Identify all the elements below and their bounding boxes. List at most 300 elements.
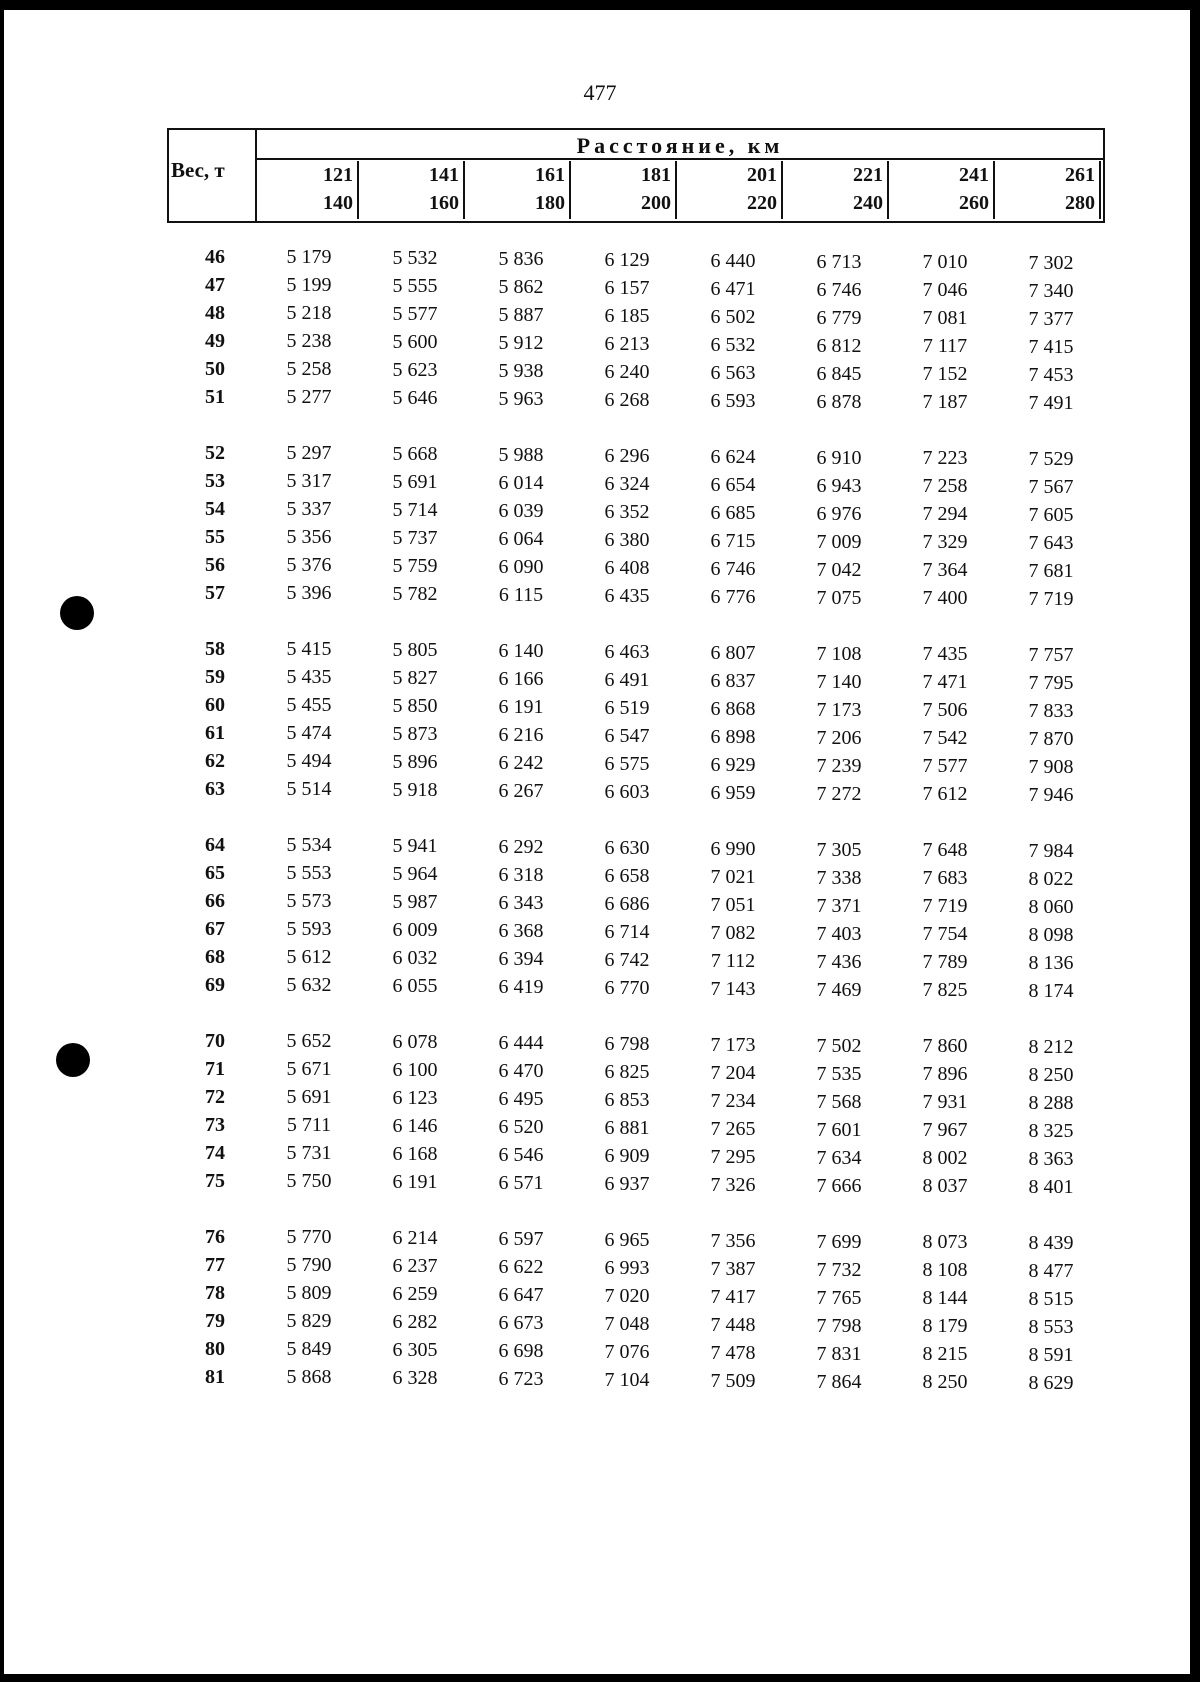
value-cell: 7 117 bbox=[922, 335, 968, 357]
value-cell: 6 032 bbox=[392, 947, 438, 969]
value-cell: 6 868 bbox=[710, 698, 756, 720]
value-cell: 7 448 bbox=[710, 1314, 756, 1336]
value-cell: 6 491 bbox=[604, 669, 650, 691]
value-cell: 7 870 bbox=[1028, 728, 1074, 750]
value-cell: 5 827 bbox=[392, 667, 438, 689]
header-rule bbox=[167, 128, 169, 223]
value-cell: 7 765 bbox=[816, 1287, 862, 1309]
value-cell: 7 946 bbox=[1028, 784, 1074, 806]
weight-cell: 81 bbox=[205, 1366, 225, 1388]
weight-cell: 56 bbox=[205, 554, 225, 576]
value-cell: 7 020 bbox=[604, 1285, 650, 1307]
weight-cell: 51 bbox=[205, 386, 225, 408]
value-cell: 5 987 bbox=[392, 891, 438, 913]
value-cell: 5 770 bbox=[286, 1226, 332, 1248]
value-cell: 8 288 bbox=[1028, 1092, 1074, 1114]
value-cell: 7 601 bbox=[816, 1119, 862, 1141]
value-cell: 7 364 bbox=[922, 559, 968, 581]
value-cell: 5 573 bbox=[286, 890, 332, 912]
value-cell: 5 731 bbox=[286, 1142, 332, 1164]
value-cell: 6 532 bbox=[710, 334, 756, 356]
value-cell: 5 474 bbox=[286, 722, 332, 744]
weight-cell: 65 bbox=[205, 862, 225, 884]
value-cell: 7 908 bbox=[1028, 756, 1074, 778]
value-cell: 7 082 bbox=[710, 922, 756, 944]
value-cell: 7 491 bbox=[1028, 392, 1074, 414]
value-cell: 6 259 bbox=[392, 1283, 438, 1305]
value-cell: 6 471 bbox=[710, 278, 756, 300]
value-cell: 6 723 bbox=[498, 1368, 544, 1390]
value-cell: 7 415 bbox=[1028, 336, 1074, 358]
value-cell: 8 515 bbox=[1028, 1288, 1074, 1310]
value-cell: 7 754 bbox=[922, 923, 968, 945]
value-cell: 6 502 bbox=[710, 306, 756, 328]
value-cell: 6 440 bbox=[710, 250, 756, 272]
weight-cell: 52 bbox=[205, 442, 225, 464]
value-cell: 6 408 bbox=[604, 557, 650, 579]
value-cell: 6 100 bbox=[392, 1059, 438, 1081]
value-cell: 6 240 bbox=[604, 361, 650, 383]
value-cell: 5 941 bbox=[392, 835, 438, 857]
value-cell: 8 179 bbox=[922, 1315, 968, 1337]
value-cell: 7 436 bbox=[816, 951, 862, 973]
distance-range-header bbox=[789, 161, 889, 221]
range-divider bbox=[887, 161, 889, 219]
value-cell: 7 187 bbox=[922, 391, 968, 413]
value-cell: 5 964 bbox=[392, 863, 438, 885]
value-cell: 5 790 bbox=[286, 1254, 332, 1276]
table-row bbox=[167, 1170, 1105, 1198]
value-cell: 5 873 bbox=[392, 723, 438, 745]
weight-cell: 69 bbox=[205, 974, 225, 996]
value-cell: 7 719 bbox=[922, 895, 968, 917]
value-cell: 7 471 bbox=[922, 671, 968, 693]
value-cell: 6 352 bbox=[604, 501, 650, 523]
value-cell: 8 215 bbox=[922, 1343, 968, 1365]
weight-cell: 78 bbox=[205, 1282, 225, 1304]
table-row bbox=[167, 386, 1105, 414]
value-cell: 6 318 bbox=[498, 864, 544, 886]
value-cell: 5 494 bbox=[286, 750, 332, 772]
value-cell: 7 605 bbox=[1028, 504, 1074, 526]
value-cell: 6 597 bbox=[498, 1228, 544, 1250]
value-cell: 7 377 bbox=[1028, 308, 1074, 330]
value-cell: 6 647 bbox=[498, 1284, 544, 1306]
value-cell: 7 223 bbox=[922, 447, 968, 469]
range-from: 141 bbox=[429, 164, 459, 186]
table-row bbox=[167, 890, 1105, 918]
table-row bbox=[167, 554, 1105, 582]
weight-cell: 55 bbox=[205, 526, 225, 548]
value-cell: 7 634 bbox=[816, 1147, 862, 1169]
weight-cell: 67 bbox=[205, 918, 225, 940]
value-cell: 5 577 bbox=[392, 303, 438, 325]
value-cell: 5 317 bbox=[286, 470, 332, 492]
value-cell: 7 931 bbox=[922, 1091, 968, 1113]
value-cell: 7 535 bbox=[816, 1063, 862, 1085]
table-row bbox=[167, 666, 1105, 694]
value-cell: 6 216 bbox=[498, 724, 544, 746]
table-row bbox=[167, 694, 1105, 722]
value-cell: 7 825 bbox=[922, 979, 968, 1001]
value-cell: 5 737 bbox=[392, 527, 438, 549]
weight-cell: 47 bbox=[205, 274, 225, 296]
value-cell: 5 623 bbox=[392, 359, 438, 381]
value-cell: 7 509 bbox=[710, 1370, 756, 1392]
value-cell: 7 173 bbox=[710, 1034, 756, 1056]
weight-cell: 72 bbox=[205, 1086, 225, 1108]
range-divider bbox=[1099, 161, 1101, 219]
punch-hole bbox=[60, 596, 94, 630]
value-cell: 7 305 bbox=[816, 839, 862, 861]
table-header bbox=[167, 128, 1105, 223]
range-divider bbox=[569, 161, 571, 219]
value-cell: 7 984 bbox=[1028, 840, 1074, 862]
value-cell: 6 770 bbox=[604, 977, 650, 999]
value-cell: 6 658 bbox=[604, 865, 650, 887]
value-cell: 6 593 bbox=[710, 390, 756, 412]
value-cell: 6 123 bbox=[392, 1087, 438, 1109]
value-cell: 5 415 bbox=[286, 638, 332, 660]
value-cell: 7 789 bbox=[922, 951, 968, 973]
value-cell: 5 988 bbox=[498, 444, 544, 466]
value-cell: 7 371 bbox=[816, 895, 862, 917]
table-row bbox=[167, 582, 1105, 610]
range-to: 260 bbox=[959, 192, 989, 214]
value-cell: 5 356 bbox=[286, 526, 332, 548]
weight-cell: 50 bbox=[205, 358, 225, 380]
value-cell: 5 750 bbox=[286, 1170, 332, 1192]
value-cell: 7 152 bbox=[922, 363, 968, 385]
range-to: 160 bbox=[429, 192, 459, 214]
value-cell: 8 629 bbox=[1028, 1372, 1074, 1394]
value-cell: 6 546 bbox=[498, 1144, 544, 1166]
value-cell: 7 833 bbox=[1028, 700, 1074, 722]
value-cell: 6 624 bbox=[710, 446, 756, 468]
range-from: 221 bbox=[853, 164, 883, 186]
value-cell: 5 238 bbox=[286, 330, 332, 352]
value-cell: 7 265 bbox=[710, 1118, 756, 1140]
header-rule bbox=[167, 128, 1105, 130]
value-cell: 6 394 bbox=[498, 948, 544, 970]
table-row bbox=[167, 1114, 1105, 1142]
value-cell: 5 612 bbox=[286, 946, 332, 968]
value-cell: 5 376 bbox=[286, 554, 332, 576]
value-cell: 5 258 bbox=[286, 358, 332, 380]
value-cell: 6 495 bbox=[498, 1088, 544, 1110]
value-cell: 6 603 bbox=[604, 781, 650, 803]
range-to: 180 bbox=[535, 192, 565, 214]
value-cell: 7 757 bbox=[1028, 644, 1074, 666]
value-cell: 5 600 bbox=[392, 331, 438, 353]
value-cell: 6 168 bbox=[392, 1143, 438, 1165]
value-cell: 7 108 bbox=[816, 643, 862, 665]
value-cell: 6 343 bbox=[498, 892, 544, 914]
value-cell: 5 862 bbox=[498, 276, 544, 298]
value-cell: 6 779 bbox=[816, 307, 862, 329]
value-cell: 6 563 bbox=[710, 362, 756, 384]
value-cell: 7 112 bbox=[710, 950, 756, 972]
weight-cell: 68 bbox=[205, 946, 225, 968]
value-cell: 5 593 bbox=[286, 918, 332, 940]
value-cell: 8 477 bbox=[1028, 1260, 1074, 1282]
value-cell: 5 836 bbox=[498, 248, 544, 270]
value-cell: 5 963 bbox=[498, 388, 544, 410]
value-cell: 7 234 bbox=[710, 1090, 756, 1112]
value-cell: 7 051 bbox=[710, 894, 756, 916]
value-cell: 6 878 bbox=[816, 391, 862, 413]
value-cell: 7 173 bbox=[816, 699, 862, 721]
range-from: 161 bbox=[535, 164, 565, 186]
value-cell: 6 547 bbox=[604, 725, 650, 747]
distance-range-header bbox=[683, 161, 783, 221]
value-cell: 7 400 bbox=[922, 587, 968, 609]
value-cell: 5 849 bbox=[286, 1338, 332, 1360]
value-cell: 7 204 bbox=[710, 1062, 756, 1084]
table-row bbox=[167, 1086, 1105, 1114]
value-cell: 7 338 bbox=[816, 867, 862, 889]
value-cell: 6 267 bbox=[498, 780, 544, 802]
value-cell: 6 746 bbox=[816, 279, 862, 301]
value-cell: 7 387 bbox=[710, 1258, 756, 1280]
value-cell: 6 368 bbox=[498, 920, 544, 942]
weight-cell: 66 bbox=[205, 890, 225, 912]
value-cell: 8 144 bbox=[922, 1287, 968, 1309]
value-cell: 6 993 bbox=[604, 1257, 650, 1279]
value-cell: 5 455 bbox=[286, 694, 332, 716]
value-cell: 7 648 bbox=[922, 839, 968, 861]
table-row bbox=[167, 638, 1105, 666]
value-cell: 7 403 bbox=[816, 923, 862, 945]
value-cell: 5 555 bbox=[392, 275, 438, 297]
value-cell: 5 759 bbox=[392, 555, 438, 577]
value-cell: 6 685 bbox=[710, 502, 756, 524]
value-cell: 6 064 bbox=[498, 528, 544, 550]
value-cell: 7 732 bbox=[816, 1259, 862, 1281]
value-cell: 5 938 bbox=[498, 360, 544, 382]
range-divider bbox=[463, 161, 465, 219]
distance-range-header bbox=[1001, 161, 1101, 221]
range-to: 220 bbox=[747, 192, 777, 214]
value-cell: 8 250 bbox=[922, 1371, 968, 1393]
value-cell: 7 643 bbox=[1028, 532, 1074, 554]
value-cell: 6 622 bbox=[498, 1256, 544, 1278]
value-cell: 7 272 bbox=[816, 783, 862, 805]
distance-range-header bbox=[471, 161, 571, 221]
punch-hole bbox=[56, 1043, 90, 1077]
value-cell: 8 401 bbox=[1028, 1176, 1074, 1198]
weight-cell: 77 bbox=[205, 1254, 225, 1276]
value-cell: 5 646 bbox=[392, 387, 438, 409]
table-row bbox=[167, 974, 1105, 1002]
value-cell: 6 943 bbox=[816, 475, 862, 497]
value-cell: 5 179 bbox=[286, 246, 332, 268]
value-cell: 7 896 bbox=[922, 1063, 968, 1085]
value-cell: 8 250 bbox=[1028, 1064, 1074, 1086]
value-cell: 6 853 bbox=[604, 1089, 650, 1111]
value-cell: 8 325 bbox=[1028, 1120, 1074, 1142]
range-divider bbox=[357, 161, 359, 219]
table-row bbox=[167, 274, 1105, 302]
value-cell: 6 282 bbox=[392, 1311, 438, 1333]
value-cell: 7 798 bbox=[816, 1315, 862, 1337]
range-to: 280 bbox=[1065, 192, 1095, 214]
weight-cell: 60 bbox=[205, 694, 225, 716]
value-cell: 6 807 bbox=[710, 642, 756, 664]
value-cell: 7 529 bbox=[1028, 448, 1074, 470]
table-row bbox=[167, 1254, 1105, 1282]
value-cell: 7 081 bbox=[922, 307, 968, 329]
weight-cell: 75 bbox=[205, 1170, 225, 1192]
distance-range-header bbox=[365, 161, 465, 221]
range-divider bbox=[781, 161, 783, 219]
value-cell: 7 140 bbox=[816, 671, 862, 693]
weight-cell: 64 bbox=[205, 834, 225, 856]
value-cell: 5 652 bbox=[286, 1030, 332, 1052]
value-cell: 7 010 bbox=[922, 251, 968, 273]
value-cell: 7 294 bbox=[922, 503, 968, 525]
table-row bbox=[167, 302, 1105, 330]
value-cell: 6 845 bbox=[816, 363, 862, 385]
table-row bbox=[167, 470, 1105, 498]
value-cell: 5 868 bbox=[286, 1366, 332, 1388]
value-cell: 8 108 bbox=[922, 1259, 968, 1281]
value-cell: 5 337 bbox=[286, 498, 332, 520]
value-cell: 6 798 bbox=[604, 1033, 650, 1055]
scan-border-right bbox=[1190, 0, 1200, 1682]
value-cell: 5 534 bbox=[286, 834, 332, 856]
value-cell: 6 630 bbox=[604, 837, 650, 859]
value-cell: 8 073 bbox=[922, 1231, 968, 1253]
value-cell: 5 809 bbox=[286, 1282, 332, 1304]
value-cell: 5 912 bbox=[498, 332, 544, 354]
value-cell: 7 719 bbox=[1028, 588, 1074, 610]
value-cell: 6 115 bbox=[498, 584, 544, 606]
value-cell: 5 553 bbox=[286, 862, 332, 884]
value-cell: 7 104 bbox=[604, 1369, 650, 1391]
value-cell: 6 686 bbox=[604, 893, 650, 915]
value-cell: 8 136 bbox=[1028, 952, 1074, 974]
value-cell: 7 612 bbox=[922, 783, 968, 805]
value-cell: 7 302 bbox=[1028, 252, 1074, 274]
weight-cell: 58 bbox=[205, 638, 225, 660]
value-cell: 6 742 bbox=[604, 949, 650, 971]
value-cell: 6 237 bbox=[392, 1255, 438, 1277]
scan-border-left bbox=[0, 0, 4, 1682]
value-cell: 7 075 bbox=[816, 587, 862, 609]
value-cell: 8 591 bbox=[1028, 1344, 1074, 1366]
weight-cell: 70 bbox=[205, 1030, 225, 1052]
range-to: 240 bbox=[853, 192, 883, 214]
value-cell: 6 146 bbox=[392, 1115, 438, 1137]
value-cell: 5 514 bbox=[286, 778, 332, 800]
table-row bbox=[167, 330, 1105, 358]
value-cell: 5 691 bbox=[286, 1086, 332, 1108]
value-cell: 7 795 bbox=[1028, 672, 1074, 694]
table-row bbox=[167, 498, 1105, 526]
value-cell: 6 213 bbox=[604, 333, 650, 355]
table-row bbox=[167, 1226, 1105, 1254]
table-row bbox=[167, 834, 1105, 862]
value-cell: 6 698 bbox=[498, 1340, 544, 1362]
weight-cell: 53 bbox=[205, 470, 225, 492]
value-cell: 7 577 bbox=[922, 755, 968, 777]
value-cell: 7 329 bbox=[922, 531, 968, 553]
value-cell: 7 417 bbox=[710, 1286, 756, 1308]
value-cell: 6 965 bbox=[604, 1229, 650, 1251]
weight-cell: 46 bbox=[205, 246, 225, 268]
value-cell: 8 363 bbox=[1028, 1148, 1074, 1170]
value-cell: 6 825 bbox=[604, 1061, 650, 1083]
value-cell: 5 782 bbox=[392, 583, 438, 605]
value-cell: 7 076 bbox=[604, 1341, 650, 1363]
value-cell: 6 296 bbox=[604, 445, 650, 467]
range-divider bbox=[993, 161, 995, 219]
value-cell: 7 681 bbox=[1028, 560, 1074, 582]
table-row bbox=[167, 862, 1105, 890]
value-cell: 5 532 bbox=[392, 247, 438, 269]
value-cell: 6 166 bbox=[498, 668, 544, 690]
value-cell: 7 042 bbox=[816, 559, 862, 581]
value-cell: 6 078 bbox=[392, 1031, 438, 1053]
value-cell: 6 444 bbox=[498, 1032, 544, 1054]
value-cell: 7 860 bbox=[922, 1035, 968, 1057]
value-cell: 5 668 bbox=[392, 443, 438, 465]
value-cell: 6 470 bbox=[498, 1060, 544, 1082]
page-number: 477 bbox=[583, 80, 617, 105]
value-cell: 6 305 bbox=[392, 1339, 438, 1361]
value-cell: 6 976 bbox=[816, 503, 862, 525]
table-row bbox=[167, 1366, 1105, 1394]
range-from: 241 bbox=[959, 164, 989, 186]
value-cell: 5 805 bbox=[392, 639, 438, 661]
value-cell: 8 098 bbox=[1028, 924, 1074, 946]
value-cell: 7 699 bbox=[816, 1231, 862, 1253]
value-cell: 7 048 bbox=[604, 1313, 650, 1335]
distance-range-header bbox=[259, 161, 359, 221]
value-cell: 6 937 bbox=[604, 1173, 650, 1195]
weight-cell: 76 bbox=[205, 1226, 225, 1248]
value-cell: 5 850 bbox=[392, 695, 438, 717]
scan-border-top bbox=[0, 0, 1200, 10]
table-row bbox=[167, 1310, 1105, 1338]
range-from: 121 bbox=[323, 164, 353, 186]
value-cell: 6 157 bbox=[604, 277, 650, 299]
value-cell: 5 711 bbox=[286, 1114, 332, 1136]
value-cell: 7 453 bbox=[1028, 364, 1074, 386]
value-cell: 8 022 bbox=[1028, 868, 1074, 890]
value-cell: 6 881 bbox=[604, 1117, 650, 1139]
value-cell: 6 380 bbox=[604, 529, 650, 551]
table-row bbox=[167, 946, 1105, 974]
value-cell: 5 396 bbox=[286, 582, 332, 604]
value-cell: 5 829 bbox=[286, 1310, 332, 1332]
value-cell: 7 239 bbox=[816, 755, 862, 777]
weight-cell: 80 bbox=[205, 1338, 225, 1360]
value-cell: 7 295 bbox=[710, 1146, 756, 1168]
table-row bbox=[167, 1338, 1105, 1366]
weight-cell: 59 bbox=[205, 666, 225, 688]
value-cell: 7 206 bbox=[816, 727, 862, 749]
value-cell: 6 654 bbox=[710, 474, 756, 496]
table-row bbox=[167, 750, 1105, 778]
weight-cell: 63 bbox=[205, 778, 225, 800]
value-cell: 6 909 bbox=[604, 1145, 650, 1167]
value-cell: 6 776 bbox=[710, 586, 756, 608]
table-row bbox=[167, 1058, 1105, 1086]
value-cell: 6 746 bbox=[710, 558, 756, 580]
weight-cell: 61 bbox=[205, 722, 225, 744]
